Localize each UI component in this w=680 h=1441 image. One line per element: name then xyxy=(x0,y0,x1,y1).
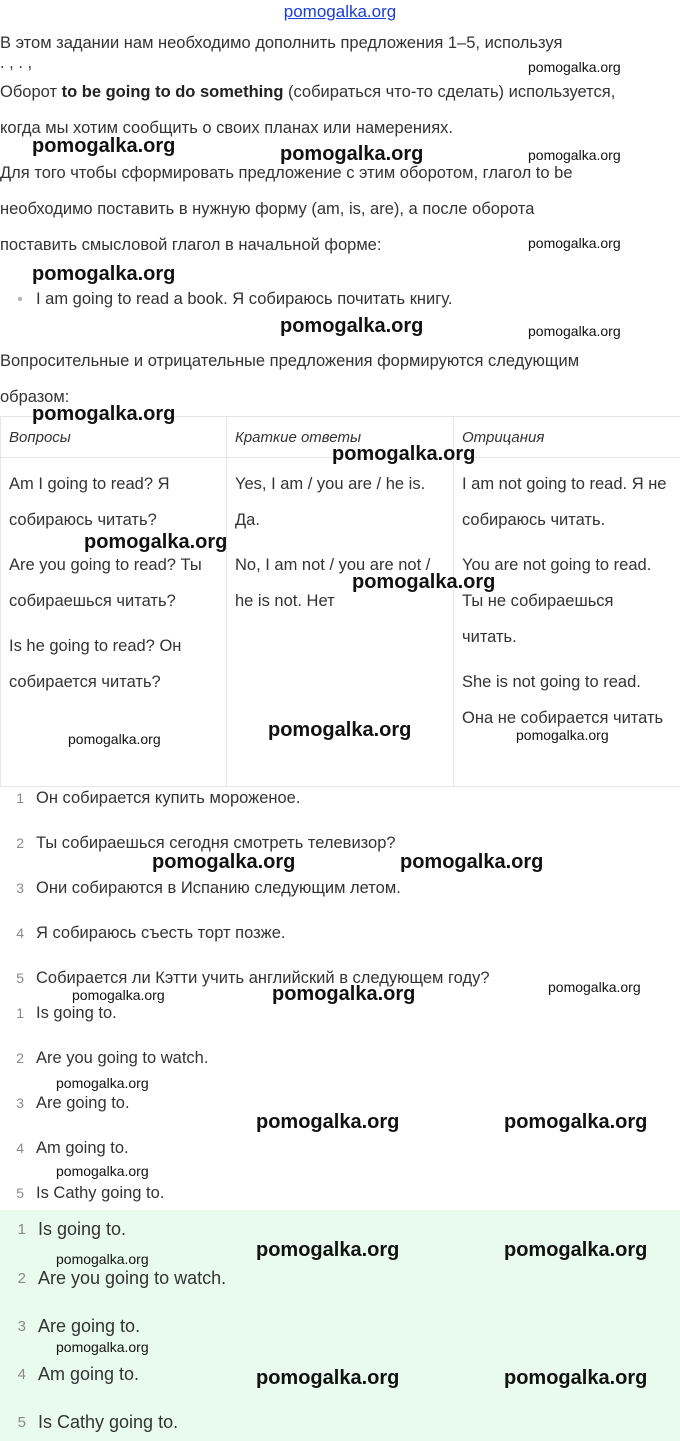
watermark: pomogalka.org xyxy=(56,1251,149,1267)
negation-3: She is not going to read. Она не собирается читать xyxy=(462,673,664,727)
intro-paragraph-2-line-2: когда мы хотим сообщить о своих планах или намерениях. xyxy=(0,119,453,137)
answer-item: Are going to. xyxy=(36,1094,130,1112)
watermark: pomogalka.org xyxy=(84,531,228,553)
answer-item: Is Cathy going to. xyxy=(36,1184,165,1202)
final-answer-number: 2 xyxy=(17,1270,26,1287)
final-answer-item: Am going to. xyxy=(38,1364,140,1384)
header-short-answers: Краткие ответы xyxy=(227,417,454,458)
watermark: pomogalka.org xyxy=(72,987,165,1003)
task-item: Они собираются в Испанию следующим летом. xyxy=(36,879,401,897)
answer-number: 4 xyxy=(16,1140,24,1156)
example-sentence: I am going to read a book. Я собираюсь почитать книгу. xyxy=(36,290,453,308)
watermark: pomogalka.org xyxy=(32,403,176,425)
task-number: 5 xyxy=(16,970,24,986)
answer-item: Are you going to watch. xyxy=(36,1049,209,1067)
final-answer-item: Are going to. xyxy=(38,1316,141,1336)
final-answer-item: Is Cathy going to. xyxy=(38,1412,179,1432)
watermark: pomogalka.org xyxy=(32,135,176,157)
task-item: Ты собираешься сегодня смотреть телевизор? xyxy=(36,834,396,852)
watermark: pomogalka.org xyxy=(68,731,161,747)
intro-line-2-cut: . , . , xyxy=(0,62,33,72)
task-number: 1 xyxy=(16,790,24,806)
bullet-icon xyxy=(18,297,22,301)
site-header-link[interactable]: pomogalka.org xyxy=(283,2,397,21)
final-answer-number: 1 xyxy=(17,1221,26,1238)
watermark: pomogalka.org xyxy=(528,147,621,163)
question-1: Am I going to read? Я собираюсь читать? xyxy=(9,475,170,529)
watermark: pomogalka.org xyxy=(256,1239,400,1261)
watermark: pomogalka.org xyxy=(272,983,416,1005)
key-phrase: to be going to do something xyxy=(61,83,284,101)
task-number: 4 xyxy=(16,925,24,941)
watermark: pomogalka.org xyxy=(504,1239,648,1261)
answer-number: 5 xyxy=(16,1185,24,1201)
header-questions: Вопросы xyxy=(1,417,227,458)
watermark: pomogalka.org xyxy=(280,315,424,337)
answer-no: No, I am not / you are not / he is not. Нет xyxy=(235,556,431,610)
question-3: Is he going to read? Он собирается читать? xyxy=(9,637,182,691)
watermark: pomogalka.org xyxy=(152,851,296,873)
task-item: Я собираюсь съесть торт позже. xyxy=(36,924,286,942)
intro-line-1: В этом задании нам необходимо дополнить предложения 1–5, используя xyxy=(0,34,563,52)
intro-paragraph-3-line-1: Для того чтобы сформировать предложение с этим оборотом, глагол to be xyxy=(0,164,573,182)
answer-number: 3 xyxy=(16,1095,24,1111)
intro-paragraph-4-line-1: Вопросительные и отрицательные предложения формируются следующим xyxy=(0,352,580,370)
watermark: pomogalka.org xyxy=(400,851,544,873)
watermark: pomogalka.org xyxy=(528,323,621,339)
answer-yes: Yes, I am / you are / he is. Да. xyxy=(235,475,426,529)
watermark: pomogalka.org xyxy=(256,1367,400,1389)
watermark: pomogalka.org xyxy=(332,443,476,465)
watermark: pomogalka.org xyxy=(56,1075,149,1091)
task-number: 3 xyxy=(16,880,24,896)
watermark: pomogalka.org xyxy=(32,263,176,285)
watermark: pomogalka.org xyxy=(56,1163,149,1179)
task-item: Он собирается купить мороженое. xyxy=(36,789,301,807)
final-answer-number: 5 xyxy=(17,1414,26,1431)
intro-paragraph-2: Оборот to be going to do something (собираться что-то сделать) используется, xyxy=(0,83,616,101)
intro-paragraph-3-line-3: поставить смысловой глагол в начальной форме: xyxy=(0,236,382,254)
final-answer-number: 3 xyxy=(17,1318,26,1335)
final-answer-number: 4 xyxy=(17,1366,26,1383)
watermark: pomogalka.org xyxy=(280,143,424,165)
header-negations: Отрицания xyxy=(454,417,680,458)
question-2: Are you going to read? Ты собираешься читать? xyxy=(9,556,202,610)
watermark: pomogalka.org xyxy=(528,235,621,251)
watermark: pomogalka.org xyxy=(516,727,609,743)
answer-number: 1 xyxy=(16,1005,24,1021)
task-number: 2 xyxy=(16,835,24,851)
watermark: pomogalka.org xyxy=(256,1111,400,1133)
negation-2: You are not going to read. Ты не собираешься читать. xyxy=(462,556,652,646)
watermark: pomogalka.org xyxy=(548,979,641,995)
watermark: pomogalka.org xyxy=(56,1339,149,1355)
task-item: Собирается ли Кэтти учить английский в следующем году? xyxy=(36,969,490,987)
watermark: pomogalka.org xyxy=(268,719,412,741)
intro-paragraph-3-line-2: необходимо поставить в нужную форму (am, is, are), а после оборота xyxy=(0,200,535,218)
intro-paragraph-4-line-2: образом: xyxy=(0,388,70,406)
final-answer-item: Is going to. xyxy=(38,1219,127,1239)
answer-item: Am going to. xyxy=(36,1139,129,1157)
watermark: pomogalka.org xyxy=(352,571,496,593)
answer-number: 2 xyxy=(16,1050,24,1066)
negation-1: I am not going to read. Я не собираюсь читать. xyxy=(462,475,667,529)
watermark: pomogalka.org xyxy=(528,59,621,75)
watermark: pomogalka.org xyxy=(504,1111,648,1133)
final-answer-item: Are you going to watch. xyxy=(38,1268,227,1288)
answer-item: Is going to. xyxy=(36,1004,117,1022)
watermark: pomogalka.org xyxy=(504,1367,648,1389)
